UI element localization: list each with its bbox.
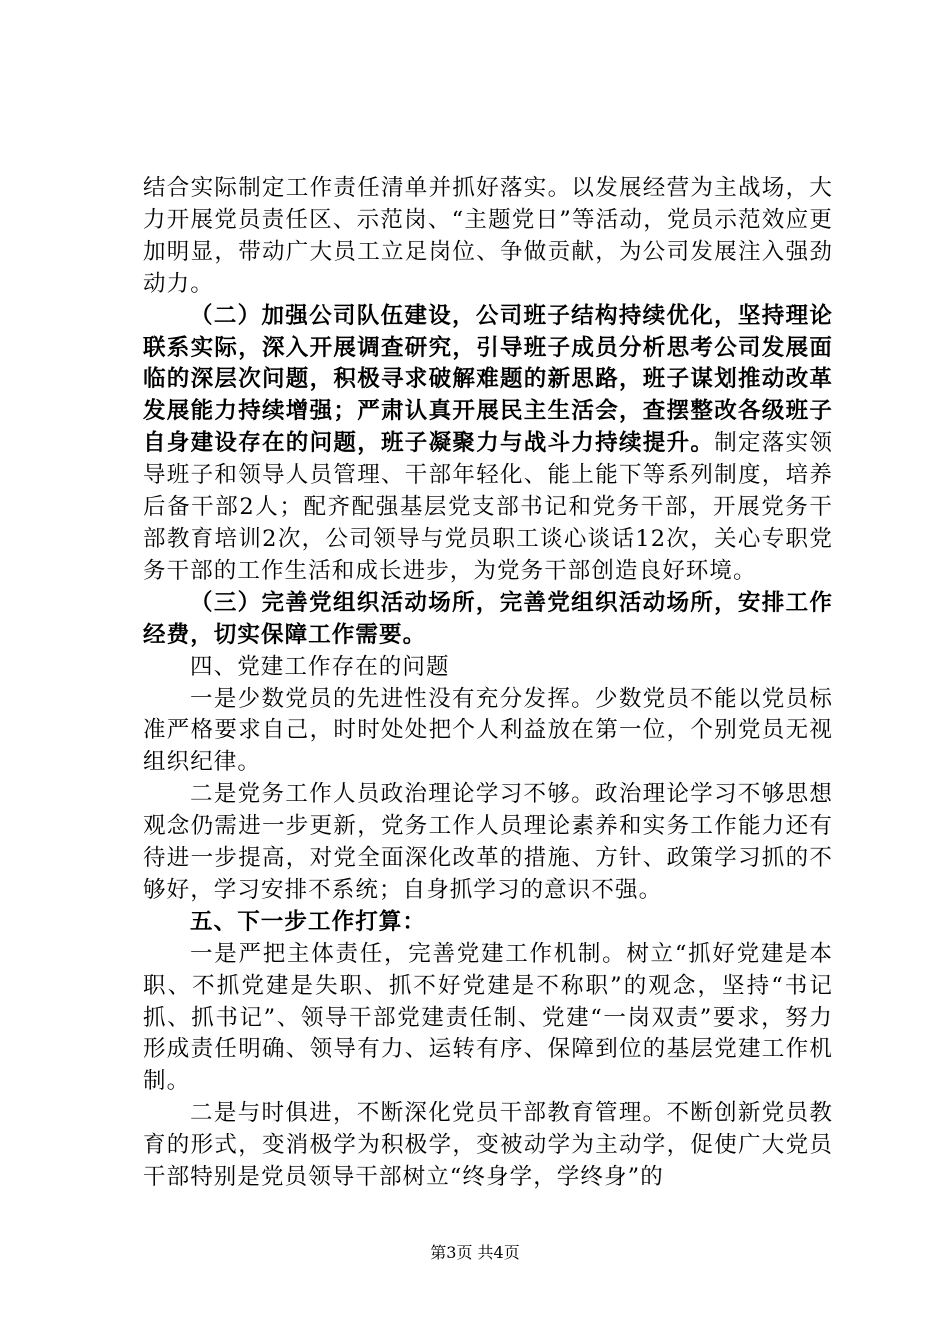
heading-section-four bbox=[143, 652, 833, 684]
paragraph-text: 结合实际制定工作责任清单并抓好落实。以发展经营为主战场，大力开展党员责任区、示范岗、“主题党日”等活动，党员示范效应更加明显，带动广大员工立足岗位、争做贡献，为公司发展注入强劲动力。 bbox=[143, 175, 833, 297]
page-number-footer: 第3页 共4页 bbox=[430, 1243, 520, 1262]
paragraph-text: 一是少数党员的先进性没有充分发挥。少数党员不能以党员标准严格要求自己，时时处处把个人利益放在第一位，个别党员无视组织纪律。 bbox=[143, 685, 833, 776]
document-body bbox=[143, 173, 833, 1194]
heading-text: 五、下一步工作打算： bbox=[190, 908, 427, 935]
paragraph-text: 二是与时俱进，不断深化党员干部教育管理。不断创新党员教育的形式，变消极学为积极学，变被动学为主动学，促使广大党员干部特别是党员领导干部树立“终身学，学终身”的 bbox=[143, 1100, 833, 1191]
paragraph-text: 二是党务工作人员政治理论学习不够。政治理论学习不够思想观念仍需进一步更新，党务工作人员理论素养和实务工作能力还有待进一步提高，对党全面深化改革的措施、方针、政策学习抓的不够好，学习安排不系统；自身抓学习的意识不强。 bbox=[143, 781, 833, 903]
paragraph-intro-continuation bbox=[143, 173, 833, 301]
paragraph-bold-text: （二）加强公司队伍建设，公司班子结构持续优化，坚持理论联系实际，深入开展调查研究，引导班子成员分析思考公司发展面临的深层次问题，积极寻求破解难题的新思路，班子谋划推动改革发展能力持续增强；严肃认真开展民主生活会，查摆整改各级班子自身建设存在的问题，班子凝聚力与战斗力持续提升。 bbox=[143, 302, 833, 457]
paragraph-text: 制定落实领导班子和领导人员管理、干部年轻化、能上能下等系列制度，培养后备干部2人；配齐配强基层党支部书记和党务干部，开展党务干部教育培训2次，公司领导与党员职工谈心谈话12次，关心专职党务干部的工作生活和成长进步，为党务干部创造良好环境。 bbox=[143, 430, 833, 584]
paragraph-section-two bbox=[143, 301, 833, 588]
paragraph-section-three bbox=[143, 588, 833, 652]
paragraph-plan-two bbox=[143, 1098, 833, 1194]
paragraph-plan-one bbox=[143, 939, 833, 1099]
paragraph-bold-text: （三）完善党组织活动场所，完善党组织活动场所，安排工作经费，切实保障工作需要。 bbox=[143, 589, 833, 648]
heading-text: 四、党建工作存在的问题 bbox=[190, 653, 450, 680]
paragraph-text: 一是严把主体责任，完善党建工作机制。树立“抓好党建是本职、不抓党建是失职、抓不好党建是不称职”的观念，坚持“书记抓、抓书记”、领导干部党建责任制、党建“一岗双责”要求，努力形成责任明确、领导有力、运转有序、保障到位的基层党建工作机制。 bbox=[143, 940, 833, 1095]
paragraph-problem-one bbox=[143, 684, 833, 780]
heading-section-five bbox=[143, 907, 833, 939]
paragraph-problem-two bbox=[143, 779, 833, 907]
